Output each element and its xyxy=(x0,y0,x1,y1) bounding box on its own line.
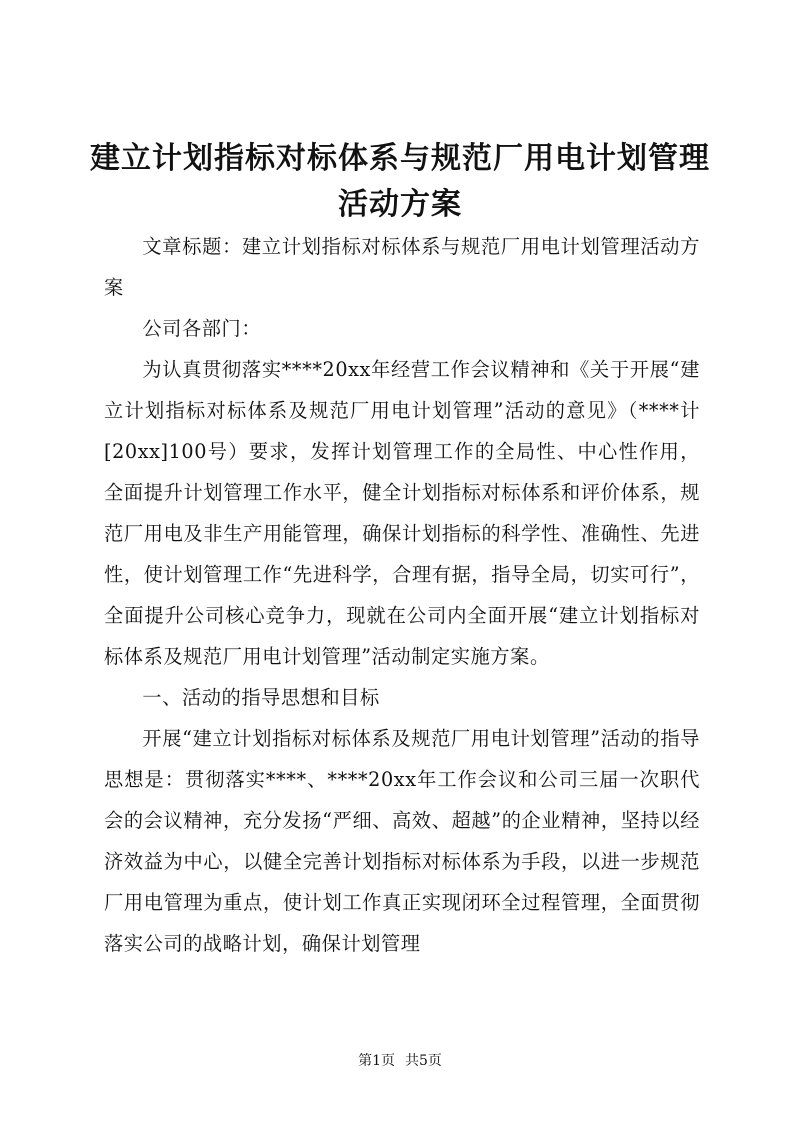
title-line-2: 活动方案 xyxy=(338,187,462,222)
title-line-1: 建立计划指标对标体系与规范厂用电计划管理 xyxy=(90,141,710,176)
guiding-thought-paragraph: 开展“建立计划指标对标体系及规范厂用电计划管理”活动的指导思想是：贯彻落实****、****20xx年工作会议和公司三届一次职代会的会议精神，充分发扬“严细、高效、超越”的企业精神，坚持以经济效益为中心，以健全完善计划指标对标体系为手段，以进一步规范厂用电管理为重点，使计划工作真正实现闭环全过程管理，全面贯彻落实公司的战略计划，确保计划管理 xyxy=(104,727,700,955)
page-number: 第1页 xyxy=(358,1053,395,1069)
document-body xyxy=(104,226,700,964)
page-footer xyxy=(0,1052,800,1070)
intro-paragraph: 为认真贯彻落实****20xx年经营工作会议精神和《关于开展“建立计划指标对标体系及规范厂用电计划管理”活动的意见》（****计[20xx]100号）要求，发挥计划管理工作的全局性、中心性作用，全面提升计划管理工作水平，健全计划指标对标体系和评价体系，规范厂用电及非生产用能管理，确保计划指标的科学性、准确性、先进性，使计划管理工作“先进科学，合理有据，指导全局，切实可行”，全面提升公司核心竞争力，现就在公司内全面开展“建立计划指标对标体系及规范厂用电计划管理”活动制定实施方案。 xyxy=(104,358,700,668)
salutation-paragraph: 公司各部门： xyxy=(142,317,262,340)
document-title xyxy=(90,136,710,228)
page-total: 共5页 xyxy=(405,1053,442,1069)
section-heading: 一、活动的指导思想和目标 xyxy=(142,686,380,709)
article-title-paragraph: 文章标题：建立计划指标对标体系与规范厂用电计划管理活动方案 xyxy=(104,235,700,299)
